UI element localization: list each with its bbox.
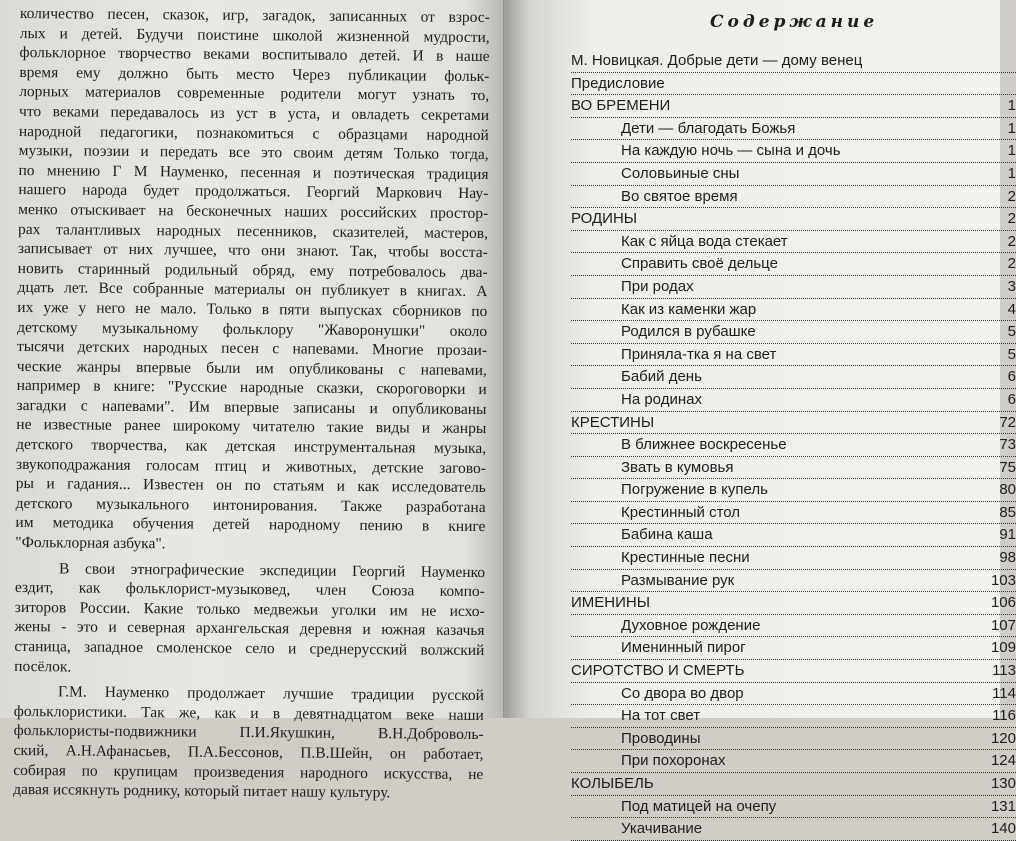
text-line: "Фольклорная азбука". bbox=[15, 534, 166, 553]
text-line: лых и детей. Будучи поистине школой жизненной мудрости, bbox=[19, 24, 490, 46]
toc-entry bbox=[571, 163, 1016, 186]
toc-entry-page: 1 bbox=[1007, 97, 1016, 115]
toc-entry bbox=[571, 389, 1016, 412]
toc-entry-title: ВО БРЕМЕНИ bbox=[571, 97, 671, 115]
toc-entry-page: 124 bbox=[990, 752, 1016, 770]
toc-entry bbox=[571, 186, 1016, 209]
toc-entry-page: 6 bbox=[1007, 368, 1016, 386]
text-line: станица, западное смоленское село и среднерусский волжский bbox=[14, 637, 485, 660]
toc-entry bbox=[571, 570, 1016, 593]
toc-entry bbox=[571, 660, 1016, 683]
toc-entry-title: На тот свет bbox=[621, 707, 701, 725]
right-page bbox=[505, 0, 1016, 838]
text-line: нашего народа будет продолжаться. Георгий Маркович Нау- bbox=[18, 181, 489, 203]
toc-entry bbox=[571, 73, 1016, 96]
toc-entry-title: Проводины bbox=[621, 729, 701, 747]
text-line: новить старинный родильный обряд, ему потребовалось два- bbox=[17, 259, 488, 281]
text-line: народной педагогики, познакомиться с образцами народной bbox=[18, 122, 489, 144]
text-line: не известные ранее широкому читателю такие виды и жанры bbox=[16, 416, 487, 438]
toc-entry-title: СИРОТСТВО И СМЕРТЬ bbox=[571, 662, 745, 680]
text-line: детского музыкального интонирования. Также разработана bbox=[15, 494, 486, 516]
toc-entry-page: 103 bbox=[990, 571, 1016, 589]
body-text bbox=[13, 4, 490, 804]
toc-entry bbox=[571, 524, 1016, 547]
toc-entry-page: 4 bbox=[1007, 300, 1016, 318]
text-line: менко отыскивает на бесконечных наших российских простор- bbox=[18, 200, 489, 223]
text-line: что веками передавалось из уст в уста, и овладеть секретами bbox=[18, 102, 490, 125]
toc-entry-title: КРЕСТИНЫ bbox=[571, 413, 655, 431]
text-line: их уже у него не мало. Только в пяти выпусках сборников по bbox=[17, 298, 488, 320]
toc-entry-title: Предисловие bbox=[571, 74, 665, 92]
text-line: количество песен, сказок, игр, загадок, записанных от взрос- bbox=[19, 4, 490, 27]
toc-entry bbox=[571, 366, 1016, 389]
toc-entry bbox=[571, 299, 1016, 322]
text-line: ездит, как фольклорист-музыковед, член Союза компо- bbox=[14, 579, 485, 601]
toc-entry bbox=[571, 208, 1016, 231]
toc-entry-page: 114 bbox=[992, 684, 1016, 702]
toc-entry bbox=[571, 750, 1016, 773]
toc-entry bbox=[571, 412, 1016, 435]
toc-entry bbox=[571, 615, 1016, 638]
toc-entry-title: Приняла-тка я на свет bbox=[621, 345, 777, 363]
text-line: ский, А.Н.Афанасьев, П.А.Бессонов, П.В.Шейн, он работает, bbox=[13, 741, 484, 764]
text-line: детскому музыкальному фольклору "Жаворонушки" около bbox=[17, 318, 488, 340]
text-line: тысячи детских народных песен с напевами. Многие прозаи- bbox=[16, 338, 488, 360]
toc-entry-title: Бабий день bbox=[621, 368, 702, 386]
toc-entry-title: На каждую ночь — сына и дочь bbox=[621, 142, 841, 160]
text-line: давая иссякнуть роднику, который питает нашу культуру. bbox=[13, 781, 391, 802]
text-line: ческие жанры впервые были им опубликованы с напевами, bbox=[16, 357, 487, 379]
toc-entry bbox=[571, 479, 1016, 502]
toc-entry bbox=[571, 253, 1016, 276]
toc-entry-page: 2 bbox=[1007, 187, 1016, 205]
text-line: зиторов России. Какие только медвежьи уголки им не исхо- bbox=[14, 598, 485, 620]
toc-entry-page: 85 bbox=[999, 503, 1016, 521]
toc-entry bbox=[571, 592, 1016, 615]
text-line: время ему должно быть место Через публикации фольк- bbox=[19, 63, 490, 85]
text-line: детского творчества, как детская инструментальная музыка, bbox=[16, 436, 487, 458]
toc-entry-page: 5 bbox=[1007, 323, 1016, 341]
toc-entry-page: 107 bbox=[990, 616, 1016, 634]
text-line: записывает от них лучшее, что они знают. Так, чтобы восста- bbox=[17, 240, 488, 262]
text-line: им методика обучения детей народному пению в книге bbox=[15, 514, 486, 536]
toc-entry-page: 6 bbox=[1007, 390, 1016, 408]
toc-entry bbox=[571, 773, 1016, 796]
text-line: фольклористики. Так же, как и в девятнадцатом веке наши bbox=[13, 702, 484, 724]
toc-entry-title: Справить своё дельце bbox=[621, 255, 778, 273]
toc-entry-title: Соловьиные сны bbox=[621, 164, 740, 182]
toc-entry-title: Звать в кумовья bbox=[621, 458, 734, 476]
toc-entry-page: 130 bbox=[990, 775, 1016, 792]
toc-entry-title: РОДИНЫ bbox=[571, 210, 638, 228]
toc-entry bbox=[571, 95, 1016, 118]
toc-entry-page: 80 bbox=[999, 481, 1016, 499]
toc-entry-page: 75 bbox=[999, 458, 1016, 476]
toc-entry-page: 2 bbox=[1007, 232, 1016, 250]
text-line: собирая по крупицам произведения народного искусства, не bbox=[13, 761, 484, 783]
toc-entry bbox=[571, 728, 1016, 751]
toc-entry-page: 140 bbox=[990, 820, 1016, 838]
toc-entry-title: Духовное рождение bbox=[621, 616, 761, 634]
text-line: загадки с напевами". Им впервые записаны и опубликованы bbox=[16, 396, 487, 418]
toc-entry-page: 116 bbox=[992, 707, 1016, 725]
text-line: рах талантливых народных песенников, сказителей, мастеров, bbox=[17, 220, 489, 242]
text-line: фольклористы-подвижники П.И.Якушкин, В.Н.Доброволь- bbox=[13, 722, 484, 744]
toc-entry bbox=[571, 637, 1016, 660]
toc-entry bbox=[571, 344, 1016, 367]
text-line: посёлок. bbox=[14, 657, 72, 676]
toc-entry-title: При похоронах bbox=[621, 752, 726, 770]
toc-entry-title: При родах bbox=[621, 277, 694, 295]
toc-entry-page: 2 bbox=[1007, 255, 1016, 273]
toc-entry-title: Бабина каша bbox=[621, 526, 713, 544]
text-line: лорных материалов современные родители могут узнать то, bbox=[19, 83, 490, 105]
toc-entry-page: 3 bbox=[1007, 277, 1016, 295]
toc-entry-page: 98 bbox=[999, 549, 1016, 567]
toc-entry-page: 2 bbox=[1007, 210, 1016, 228]
toc-entry bbox=[571, 457, 1016, 480]
text-line: музыки, поэзии и передать все это своим детям Только тогда, bbox=[18, 142, 489, 164]
toc-entry bbox=[571, 140, 1016, 163]
toc-entry-title: М. Новицкая. Добрые дети — дому венец bbox=[571, 52, 863, 69]
text-line: дцать лет. Все собранные материалы он публикует в книгах. А bbox=[17, 279, 488, 301]
toc-entry-title: В ближнее воскресенье bbox=[621, 436, 787, 454]
toc-entry bbox=[571, 276, 1016, 299]
text-line: В свои этнографические экспедиции Георгий Науменко bbox=[59, 559, 486, 581]
toc-entry-title: Именинный пирог bbox=[621, 639, 746, 657]
text-line: по мнению Г М Науменко, песенная и поэтическая традиция bbox=[18, 161, 489, 183]
toc-entry-title: На родинах bbox=[621, 390, 702, 408]
toc-entry-title: Со двора во двор bbox=[621, 684, 744, 702]
toc-entry-page: 72 bbox=[999, 413, 1016, 431]
toc-entry-page: 120 bbox=[990, 729, 1016, 747]
text-line: жены - это и северная архангельская деревня и южная казачья bbox=[14, 618, 485, 640]
toc-entry-page: 1 bbox=[1007, 119, 1016, 137]
toc-entry-title: Как из каменки жар bbox=[621, 300, 757, 318]
text-line: фольклорное творчество веками воспитывало детей. И в наше bbox=[19, 44, 490, 66]
text-line: например в книге: "Русские народные сказки, скороговорки и bbox=[16, 377, 487, 399]
toc-entry bbox=[571, 796, 1016, 819]
toc-entry-page: 73 bbox=[999, 436, 1016, 454]
toc-entry bbox=[571, 502, 1016, 525]
toc-entry-title: Родился в рубашке bbox=[621, 323, 756, 341]
toc-entry bbox=[571, 818, 1016, 841]
left-page bbox=[0, 0, 505, 802]
toc-entry-title: Под матицей на очепу bbox=[621, 797, 777, 815]
toc-entry bbox=[571, 50, 1016, 73]
toc-entry bbox=[571, 434, 1016, 457]
toc-entry bbox=[571, 321, 1016, 344]
toc-entry-title: Погружение в купель bbox=[621, 481, 768, 499]
toc-entry-title: Дети — благодать Божья bbox=[621, 119, 796, 137]
toc-entry bbox=[571, 547, 1016, 570]
toc-entry-page: 1 bbox=[1007, 164, 1016, 182]
toc-entry-page: 5 bbox=[1007, 345, 1016, 363]
table-of-contents bbox=[571, 50, 1016, 841]
toc-title: Содержание bbox=[710, 12, 879, 32]
text-line: звукоподражания голосам птиц и животных, детские загово- bbox=[15, 455, 487, 477]
toc-entry-page: 1 bbox=[1007, 142, 1016, 160]
toc-entry-title: Размывание рук bbox=[621, 571, 735, 589]
text-line: ры и гадания... Известен он по статьям и как исследователь bbox=[15, 475, 486, 497]
toc-entry-page: 91 bbox=[999, 526, 1016, 544]
toc-entry-title: ИМЕНИНЫ bbox=[571, 594, 651, 612]
toc-entry-title: Как с яйца вода стекает bbox=[621, 232, 788, 250]
toc-entry-title: Во святое время bbox=[621, 187, 738, 205]
toc-entry-title: Укачивание bbox=[621, 820, 703, 838]
toc-entry-page: 131 bbox=[990, 797, 1016, 815]
toc-entry-page: 106 bbox=[990, 594, 1016, 612]
toc-entry-title: Крестинный стол bbox=[621, 503, 741, 521]
toc-entry bbox=[571, 118, 1016, 141]
toc-entry-page: 113 bbox=[992, 662, 1016, 680]
toc-entry-page: 109 bbox=[990, 639, 1016, 657]
toc-entry-title: Крестинные песни bbox=[621, 549, 750, 567]
toc-entry-title: КОЛЫБЕЛЬ bbox=[571, 775, 654, 792]
toc-entry bbox=[571, 705, 1016, 728]
text-line: Г.М. Науменко продолжает лучшие традиции русской bbox=[57, 683, 485, 705]
toc-entry bbox=[571, 231, 1016, 254]
toc-entry bbox=[571, 683, 1016, 706]
